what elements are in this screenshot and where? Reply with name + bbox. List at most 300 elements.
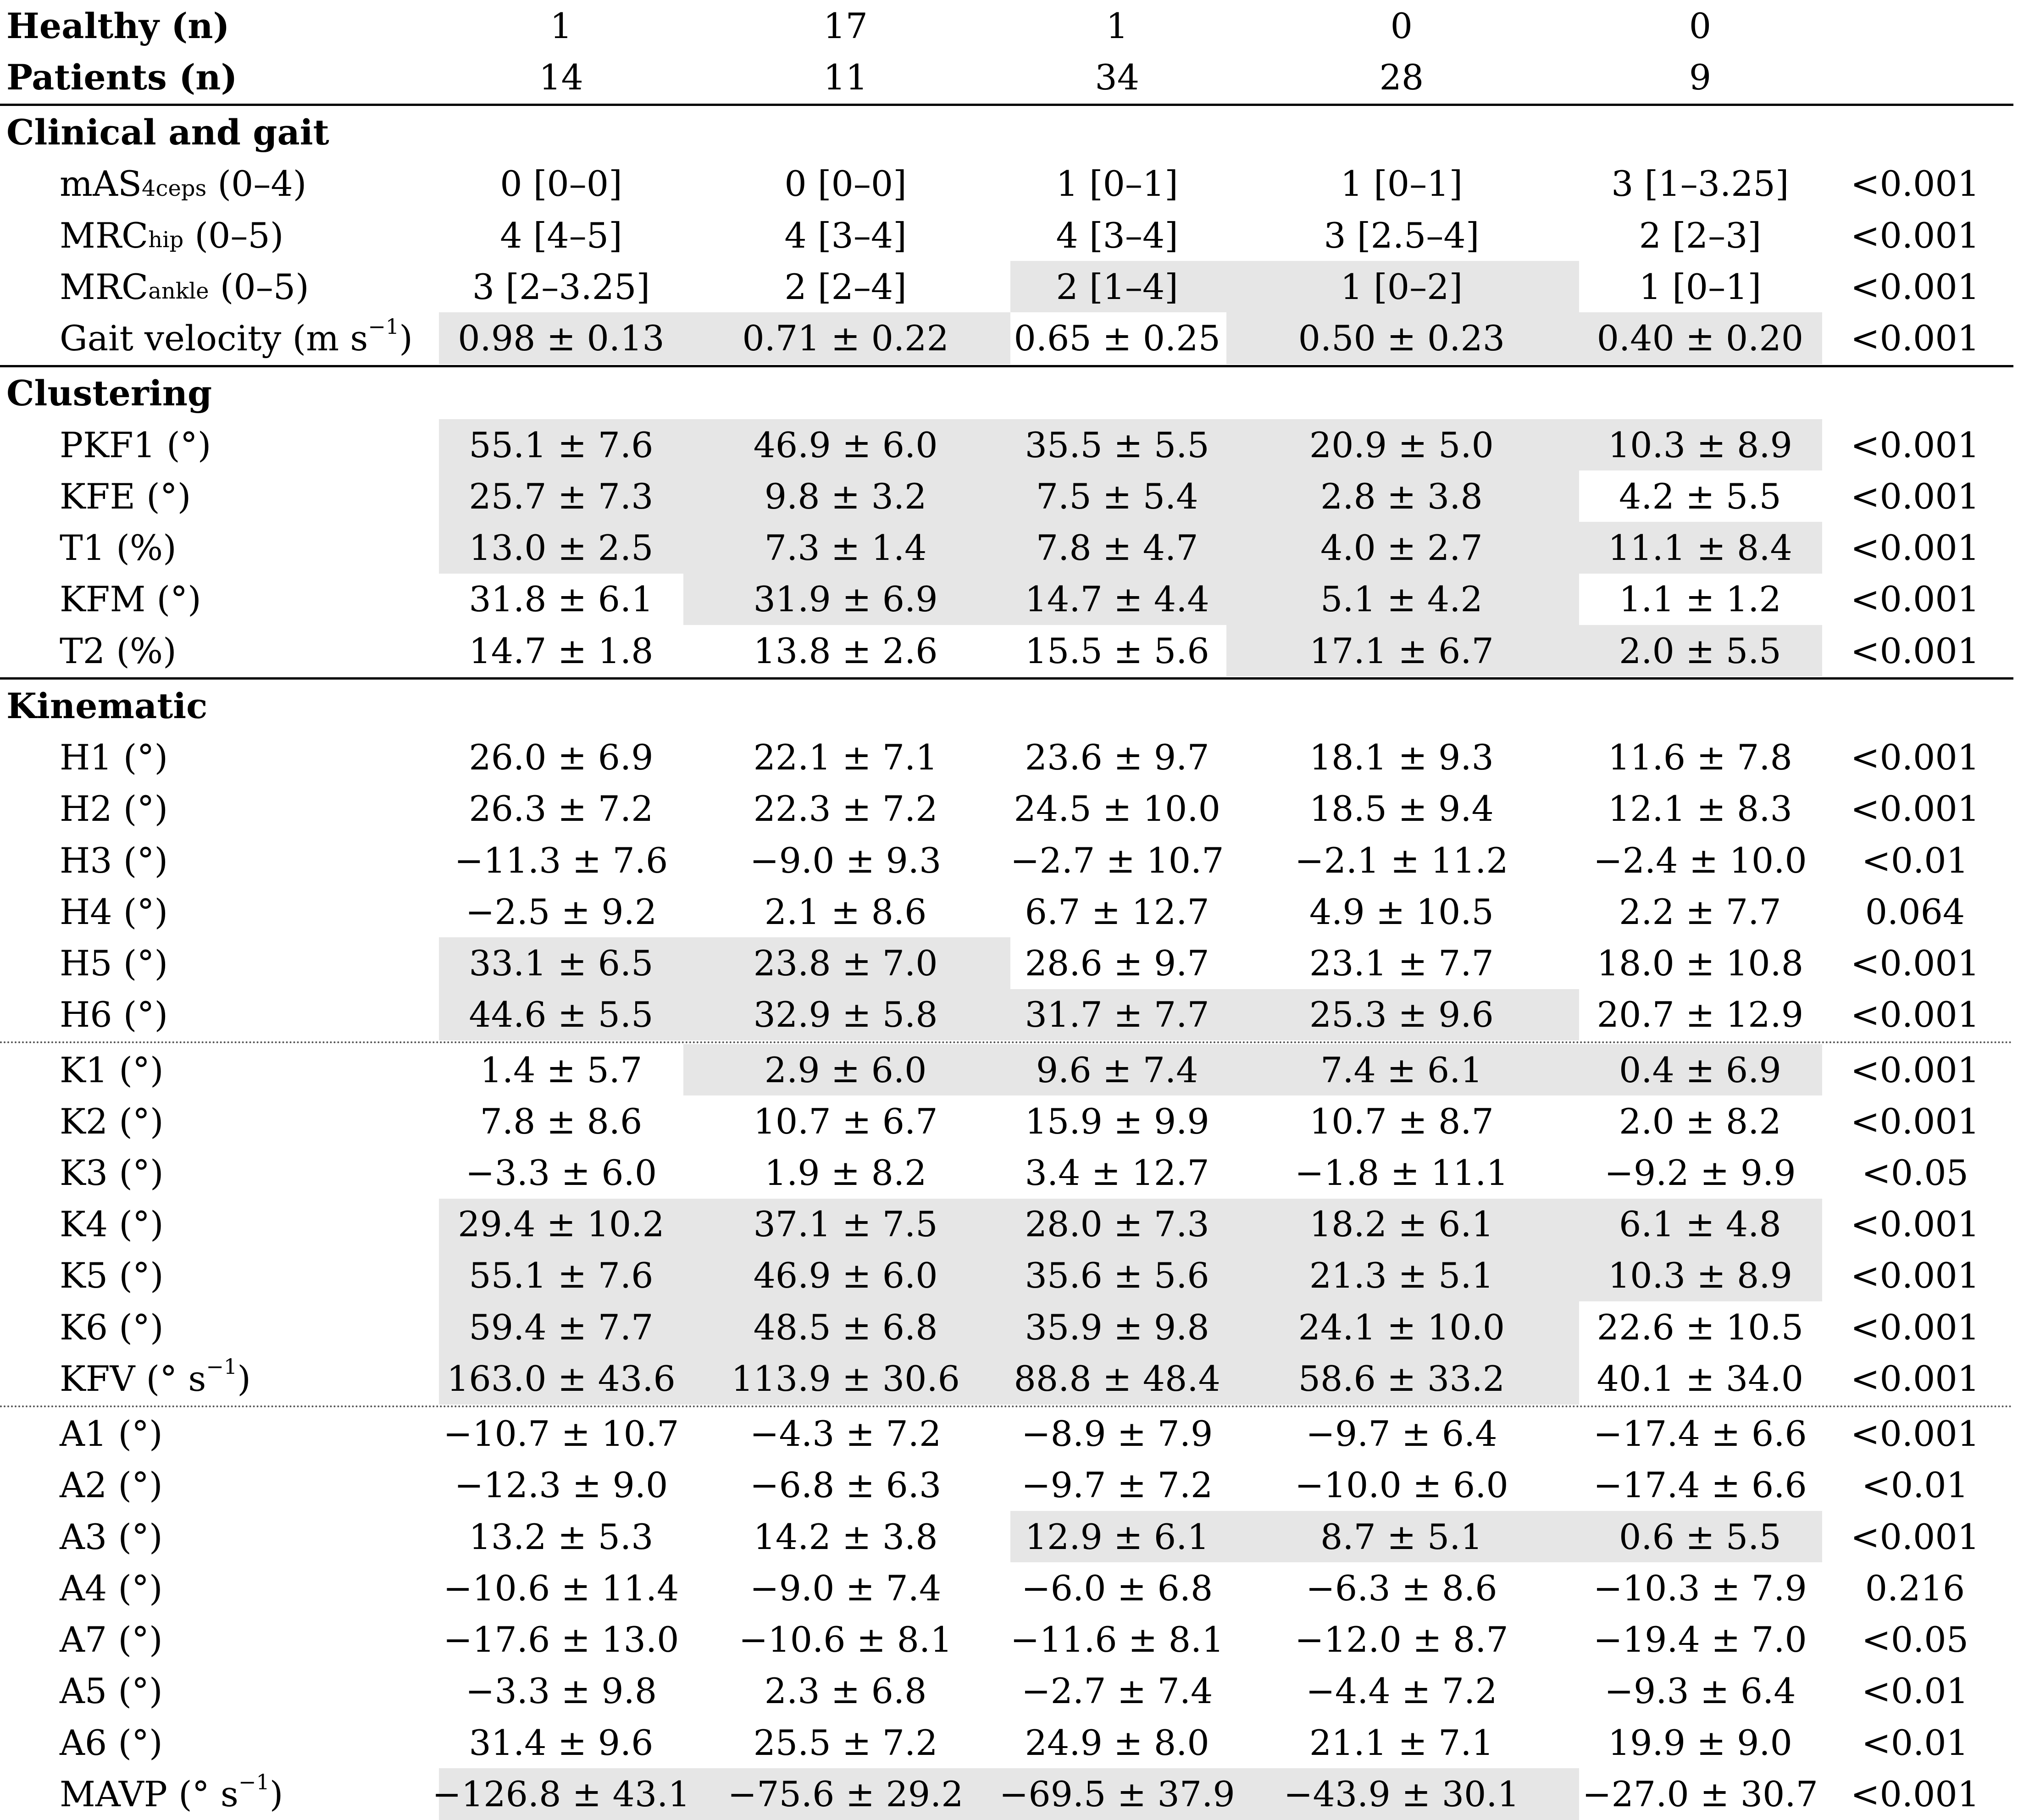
table-row <box>0 1250 2018 1301</box>
table-row <box>0 574 2018 625</box>
value-cell: 14.7 ± 4.4 <box>1025 579 1209 620</box>
section-title: Clinical and gait <box>6 112 329 153</box>
section-rule <box>0 365 2013 367</box>
value-cell: 48.5 ± 6.8 <box>753 1306 938 1348</box>
value-cell: 44.6 ± 5.5 <box>469 994 654 1035</box>
p-value: <0.001 <box>1850 163 1980 205</box>
value-cell: 113.9 ± 30.6 <box>731 1358 960 1399</box>
row-label-main: Gait velocity (m s <box>60 318 368 359</box>
value-cell: 11.1 ± 8.4 <box>1608 527 1792 569</box>
row-label-suffix: ) <box>269 1773 283 1814</box>
value-cell: −17.6 ± 13.0 <box>443 1619 679 1660</box>
value-cell: −11.6 ± 8.1 <box>1010 1619 1224 1660</box>
p-value: 0.216 <box>1865 1567 1965 1609</box>
table-row <box>0 158 2018 210</box>
value-cell: −2.7 ± 7.4 <box>1021 1671 1213 1712</box>
value-cell: −3.3 ± 9.8 <box>465 1671 657 1712</box>
value-cell: 6.7 ± 12.7 <box>1025 891 1209 932</box>
value-cell: 31.9 ± 6.9 <box>753 579 938 620</box>
p-value: <0.001 <box>1850 1101 1980 1142</box>
p-value: <0.001 <box>1850 215 1980 256</box>
section-header <box>0 368 2018 419</box>
value-cell: −27.0 ± 30.7 <box>1582 1773 1818 1814</box>
value-cell: 20.9 ± 5.0 <box>1309 424 1494 465</box>
value-cell: 55.1 ± 7.6 <box>469 424 654 465</box>
p-value: <0.001 <box>1850 1358 1980 1399</box>
table-row <box>0 210 2018 261</box>
row-label-main: H6 (°) <box>60 994 168 1035</box>
table-row <box>0 1044 2018 1095</box>
row-label-subscript: 4ceps <box>142 175 207 201</box>
value-cell: 2 [2–4] <box>784 266 907 307</box>
value-cell: 18.0 ± 10.8 <box>1597 943 1804 984</box>
p-value: <0.05 <box>1862 1619 1968 1660</box>
value-cell: 24.1 ± 10.0 <box>1298 1306 1505 1348</box>
value-cell: 163.0 ± 43.6 <box>447 1358 676 1399</box>
row-label <box>0 261 438 312</box>
row-label-suffix: (0–5) <box>183 215 284 256</box>
p-value: <0.001 <box>1850 1204 1980 1245</box>
value-cell: −2.1 ± 11.2 <box>1294 840 1508 881</box>
row-label <box>0 574 438 625</box>
value-cell: 1.1 ± 1.2 <box>1619 579 1781 620</box>
value-cell: −6.3 ± 8.6 <box>1306 1567 1497 1609</box>
value-cell: 18.5 ± 9.4 <box>1309 788 1494 830</box>
value-cell: 18.1 ± 9.3 <box>1309 737 1494 778</box>
value-cell: −19.4 ± 7.0 <box>1593 1619 1807 1660</box>
value-cell: 22.1 ± 7.1 <box>753 737 938 778</box>
row-label-suffix: ) <box>237 1358 251 1399</box>
value-cell: −9.7 ± 7.2 <box>1021 1465 1213 1506</box>
value-cell: 20.7 ± 12.9 <box>1597 994 1804 1035</box>
value-cell: 1.9 ± 8.2 <box>764 1152 927 1193</box>
value-cell: 7.8 ± 4.7 <box>1036 527 1198 569</box>
value-cell: 7.4 ± 6.1 <box>1320 1049 1483 1090</box>
table-row <box>0 261 2018 312</box>
row-label-main: KFM (°) <box>60 579 201 620</box>
row-label <box>0 1353 438 1404</box>
value-cell: −4.3 ± 7.2 <box>749 1413 942 1455</box>
row-label <box>0 783 438 835</box>
value-cell: −9.2 ± 9.9 <box>1604 1152 1796 1193</box>
p-value: <0.001 <box>1850 476 1980 517</box>
row-label-main: A4 (°) <box>60 1567 163 1609</box>
row-label <box>0 1511 438 1562</box>
value-cell: 4 [3–4] <box>1056 215 1178 256</box>
p-value: <0.001 <box>1850 579 1980 620</box>
row-label-suffix: ) <box>399 318 413 359</box>
value-cell: 31.7 ± 7.7 <box>1025 994 1209 1035</box>
value-cell: −10.6 ± 8.1 <box>738 1619 953 1660</box>
row-label <box>0 1717 438 1768</box>
row-label <box>0 937 438 989</box>
row-label-main: K6 (°) <box>60 1306 164 1348</box>
value-cell: −6.8 ± 6.3 <box>749 1465 942 1506</box>
section-rule <box>0 677 2013 680</box>
row-label <box>0 731 438 783</box>
value-cell: 3 [2–3.25] <box>472 266 650 307</box>
row-label-main: K5 (°) <box>60 1255 164 1296</box>
value-cell: 2.0 ± 5.5 <box>1619 630 1781 671</box>
row-label-main: K4 (°) <box>60 1204 164 1245</box>
row-label <box>0 1250 438 1301</box>
row-label <box>0 470 438 522</box>
value-cell: 7.8 ± 8.6 <box>480 1101 643 1142</box>
value-cell: 3.4 ± 12.7 <box>1025 1152 1209 1193</box>
p-value: <0.001 <box>1850 527 1980 569</box>
p-value: <0.01 <box>1862 840 1968 881</box>
value-cell: 0.4 ± 6.9 <box>1619 1049 1781 1090</box>
value-cell: −9.0 ± 7.4 <box>749 1567 942 1609</box>
value-cell: −17.4 ± 6.6 <box>1593 1413 1807 1455</box>
p-value: <0.001 <box>1850 1306 1980 1348</box>
value-cell: 59.4 ± 7.7 <box>469 1306 654 1348</box>
value-cell: 0 [0–0] <box>784 163 907 205</box>
value-cell: 29.4 ± 10.2 <box>458 1204 665 1245</box>
row-label-main: mAS <box>60 163 142 205</box>
value-cell: 10.3 ± 8.9 <box>1608 424 1792 465</box>
value-cell: 15.5 ± 5.6 <box>1025 630 1209 671</box>
value-cell: 7.5 ± 5.4 <box>1036 476 1198 517</box>
value-cell: 4.2 ± 5.5 <box>1619 476 1781 517</box>
value-cell: 31.8 ± 6.1 <box>469 579 654 620</box>
table-row <box>0 1353 2018 1404</box>
header-count: 1 <box>1106 5 1128 46</box>
row-label-main: KFE (°) <box>60 476 191 517</box>
row-label-main: A7 (°) <box>60 1619 163 1660</box>
value-cell: 46.9 ± 6.0 <box>753 1255 938 1296</box>
value-cell: 12.9 ± 6.1 <box>1025 1516 1209 1557</box>
table-row <box>0 1768 2018 1820</box>
row-label-main: T1 (%) <box>60 527 177 569</box>
row-label-main: H3 (°) <box>60 840 168 881</box>
value-cell: −2.4 ± 10.0 <box>1593 840 1807 881</box>
value-cell: −6.0 ± 6.8 <box>1021 1567 1213 1609</box>
value-cell: −9.3 ± 6.4 <box>1604 1671 1796 1712</box>
value-cell: 24.5 ± 10.0 <box>1014 788 1220 830</box>
row-label <box>0 1768 438 1820</box>
row-label <box>0 625 438 676</box>
value-cell: 25.3 ± 9.6 <box>1309 994 1494 1035</box>
value-cell: 32.9 ± 5.8 <box>753 994 938 1035</box>
section-rule <box>0 104 2013 106</box>
value-cell: 10.7 ± 6.7 <box>753 1101 938 1142</box>
value-cell: 35.9 ± 9.8 <box>1025 1306 1209 1348</box>
table-row <box>0 731 2018 783</box>
value-cell: 58.6 ± 33.2 <box>1298 1358 1505 1399</box>
p-value: <0.001 <box>1850 943 1980 984</box>
row-label-superscript: −1 <box>206 1354 238 1379</box>
value-cell: 2 [2–3] <box>1639 215 1762 256</box>
value-cell: 55.1 ± 7.6 <box>469 1255 654 1296</box>
row-label <box>0 1562 438 1614</box>
value-cell: −69.5 ± 37.9 <box>999 1773 1235 1814</box>
p-value: <0.05 <box>1862 1152 1968 1193</box>
value-cell: 0.71 ± 0.22 <box>742 318 949 359</box>
value-cell: −11.3 ± 7.6 <box>454 840 668 881</box>
table-row <box>0 312 2018 364</box>
value-cell: 9.8 ± 3.2 <box>764 476 927 517</box>
p-value: <0.001 <box>1850 630 1980 671</box>
table-row <box>0 1511 2018 1562</box>
value-cell: 40.1 ± 34.0 <box>1597 1358 1804 1399</box>
value-cell: 9.6 ± 7.4 <box>1036 1049 1198 1090</box>
value-cell: 14.2 ± 3.8 <box>753 1516 938 1557</box>
section-header <box>0 106 2018 158</box>
row-label-main: K3 (°) <box>60 1152 164 1193</box>
row-label-suffix: (0–5) <box>209 266 309 307</box>
value-cell: 37.1 ± 7.5 <box>753 1204 938 1245</box>
value-cell: 11.6 ± 7.8 <box>1608 737 1792 778</box>
table-row <box>0 419 2018 470</box>
value-cell: −2.7 ± 10.7 <box>1010 840 1224 881</box>
table-row <box>0 783 2018 835</box>
row-label-superscript: −1 <box>368 314 399 339</box>
value-cell: −4.4 ± 7.2 <box>1306 1671 1497 1712</box>
value-cell: 2.3 ± 6.8 <box>764 1671 927 1712</box>
value-cell: 46.9 ± 6.0 <box>753 424 938 465</box>
p-value: <0.001 <box>1850 994 1980 1035</box>
row-label <box>0 210 438 261</box>
value-cell: 0.98 ± 0.13 <box>458 318 665 359</box>
p-value: <0.001 <box>1850 318 1980 359</box>
row-label <box>0 1147 438 1198</box>
value-cell: 2.1 ± 8.6 <box>764 891 927 932</box>
row-label <box>0 1460 438 1511</box>
row-label <box>0 419 438 470</box>
value-cell: 3 [1–3.25] <box>1611 163 1789 205</box>
row-label-main: A3 (°) <box>60 1516 163 1557</box>
value-cell: 2.2 ± 7.7 <box>1619 891 1781 932</box>
value-cell: −3.3 ± 6.0 <box>465 1152 657 1193</box>
header-label: Patients (n) <box>6 56 238 98</box>
row-label <box>0 1665 438 1717</box>
table-row <box>0 1147 2018 1198</box>
row-label <box>0 886 438 937</box>
row-label-main: PKF1 (°) <box>60 424 211 465</box>
row-label-main: H5 (°) <box>60 943 168 984</box>
value-cell: 33.1 ± 6.5 <box>469 943 654 984</box>
value-cell: 0.65 ± 0.25 <box>1014 318 1220 359</box>
table-row <box>0 1614 2018 1665</box>
value-cell: 31.4 ± 9.6 <box>469 1722 654 1763</box>
value-cell: 4 [4–5] <box>500 215 622 256</box>
table-row <box>0 625 2018 676</box>
row-label-main: K2 (°) <box>60 1101 164 1142</box>
value-cell: 35.6 ± 5.6 <box>1025 1255 1209 1296</box>
header-count: 1 <box>550 5 572 46</box>
value-cell: 2 [1–4] <box>1056 266 1178 307</box>
row-label-main: A1 (°) <box>60 1413 163 1455</box>
row-label-subscript: hip <box>148 227 184 253</box>
p-value: <0.01 <box>1862 1671 1968 1712</box>
table-row <box>0 989 2018 1040</box>
value-cell: −12.3 ± 9.0 <box>454 1465 668 1506</box>
value-cell: −2.5 ± 9.2 <box>465 891 657 932</box>
value-cell: 23.1 ± 7.7 <box>1309 943 1494 984</box>
value-cell: 88.8 ± 48.4 <box>1014 1358 1220 1399</box>
value-cell: −75.6 ± 29.2 <box>727 1773 964 1814</box>
value-cell: 13.2 ± 5.3 <box>469 1516 654 1557</box>
value-cell: −10.0 ± 6.0 <box>1294 1465 1508 1506</box>
value-cell: 0.50 ± 0.23 <box>1298 318 1505 359</box>
value-cell: 2.0 ± 8.2 <box>1619 1101 1781 1142</box>
value-cell: 2.9 ± 6.0 <box>764 1049 927 1090</box>
value-cell: 1.4 ± 5.7 <box>480 1049 643 1090</box>
value-cell: 22.3 ± 7.2 <box>753 788 938 830</box>
table-row <box>0 1199 2018 1250</box>
value-cell: −126.8 ± 43.1 <box>432 1773 690 1814</box>
row-label <box>0 1301 438 1353</box>
value-cell: 1 [0–1] <box>1056 163 1178 205</box>
group-divider <box>0 1405 2013 1407</box>
value-cell: 26.3 ± 7.2 <box>469 788 654 830</box>
value-cell: 5.1 ± 4.2 <box>1320 579 1483 620</box>
row-label-suffix: (0–4) <box>206 163 307 205</box>
p-value: <0.001 <box>1850 1413 1980 1455</box>
table-row <box>0 1301 2018 1353</box>
table-row <box>0 1717 2018 1768</box>
table-row <box>0 835 2018 886</box>
value-cell: 0.6 ± 5.5 <box>1619 1516 1781 1557</box>
value-cell: 25.5 ± 7.2 <box>753 1722 938 1763</box>
header-count: 17 <box>823 5 868 46</box>
value-cell: 28.6 ± 9.7 <box>1025 943 1209 984</box>
value-cell: 7.3 ± 1.4 <box>764 527 927 569</box>
value-cell: 26.0 ± 6.9 <box>469 737 654 778</box>
p-value: <0.001 <box>1850 424 1980 465</box>
table-row <box>0 1408 2018 1460</box>
row-label <box>0 1408 438 1460</box>
row-label <box>0 1199 438 1250</box>
value-cell: 6.1 ± 4.8 <box>1619 1204 1781 1245</box>
value-cell: 25.7 ± 7.3 <box>469 476 654 517</box>
p-value: <0.001 <box>1850 737 1980 778</box>
row-label <box>0 522 438 573</box>
value-cell: 15.9 ± 9.9 <box>1025 1101 1209 1142</box>
row-label-main: H1 (°) <box>60 737 168 778</box>
p-value: <0.001 <box>1850 266 1980 307</box>
section-title: Clustering <box>6 373 212 414</box>
table-row <box>0 522 2018 573</box>
value-cell: 4.9 ± 10.5 <box>1309 891 1494 932</box>
row-label-main: K1 (°) <box>60 1049 164 1090</box>
row-label-main: MRC <box>60 215 149 256</box>
row-label <box>0 312 438 364</box>
value-cell: 1 [0–1] <box>1340 163 1463 205</box>
row-label-main: MAVP (° s <box>60 1773 238 1814</box>
p-value: <0.01 <box>1862 1465 1968 1506</box>
row-label-main: A2 (°) <box>60 1465 163 1506</box>
value-cell: 1 [0–1] <box>1639 266 1762 307</box>
row-label <box>0 989 438 1040</box>
value-cell: 8.7 ± 5.1 <box>1320 1516 1483 1557</box>
table-row <box>0 937 2018 989</box>
value-cell: −43.9 ± 30.1 <box>1283 1773 1519 1814</box>
value-cell: 0.40 ± 0.20 <box>1597 318 1804 359</box>
value-cell: 24.9 ± 8.0 <box>1025 1722 1209 1763</box>
value-cell: −12.0 ± 8.7 <box>1294 1619 1508 1660</box>
value-cell: −9.0 ± 9.3 <box>749 840 942 881</box>
header-count: 14 <box>539 56 583 98</box>
value-cell: 4.0 ± 2.7 <box>1320 527 1483 569</box>
value-cell: 10.7 ± 8.7 <box>1309 1101 1494 1142</box>
value-cell: 13.0 ± 2.5 <box>469 527 654 569</box>
value-cell: 19.9 ± 9.0 <box>1608 1722 1792 1763</box>
value-cell: 23.6 ± 9.7 <box>1025 737 1209 778</box>
value-cell: −10.3 ± 7.9 <box>1593 1567 1807 1609</box>
row-label <box>0 158 438 210</box>
table-row <box>0 1460 2018 1511</box>
row-label-main: T2 (%) <box>60 630 177 671</box>
header-row <box>0 0 2018 51</box>
value-cell: 0 [0–0] <box>500 163 622 205</box>
value-cell: 2.8 ± 3.8 <box>1320 476 1483 517</box>
value-cell: 3 [2.5–4] <box>1324 215 1480 256</box>
group-divider <box>0 1041 2013 1043</box>
section-header <box>0 680 2018 731</box>
table-row <box>0 886 2018 937</box>
value-cell: 1 [0–2] <box>1340 266 1463 307</box>
table-row <box>0 1665 2018 1717</box>
value-cell: 4 [3–4] <box>784 215 907 256</box>
value-cell: 12.1 ± 8.3 <box>1608 788 1792 830</box>
header-label: Healthy (n) <box>6 5 230 46</box>
row-label <box>0 835 438 886</box>
row-label <box>0 1095 438 1147</box>
header-count: 9 <box>1689 56 1712 98</box>
p-value: 0.064 <box>1865 891 1965 932</box>
header-count: 28 <box>1379 56 1424 98</box>
header-count: 11 <box>823 56 868 98</box>
value-cell: 10.3 ± 8.9 <box>1608 1255 1792 1296</box>
value-cell: −10.6 ± 11.4 <box>443 1567 679 1609</box>
value-cell: 18.2 ± 6.1 <box>1309 1204 1494 1245</box>
p-value: <0.001 <box>1850 1516 1980 1557</box>
row-label-subscript: ankle <box>148 278 209 304</box>
row-label-main: H2 (°) <box>60 788 168 830</box>
header-count: 0 <box>1390 5 1413 46</box>
value-cell: 28.0 ± 7.3 <box>1025 1204 1209 1245</box>
table-row <box>0 1095 2018 1147</box>
p-value: <0.001 <box>1850 1255 1980 1296</box>
header-count: 0 <box>1689 5 1712 46</box>
value-cell: 22.6 ± 10.5 <box>1597 1306 1804 1348</box>
row-label <box>0 1614 438 1665</box>
header-count: 34 <box>1095 56 1140 98</box>
section-title: Kinematic <box>6 685 208 726</box>
value-cell: 21.3 ± 5.1 <box>1309 1255 1494 1296</box>
value-cell: −8.9 ± 7.9 <box>1021 1413 1213 1455</box>
row-label <box>0 1044 438 1095</box>
table-row <box>0 1562 2018 1614</box>
value-cell: −1.8 ± 11.1 <box>1294 1152 1508 1193</box>
value-cell: −9.7 ± 6.4 <box>1306 1413 1497 1455</box>
row-label-main: A6 (°) <box>60 1722 163 1763</box>
table-row <box>0 470 2018 522</box>
p-value: <0.001 <box>1850 1049 1980 1090</box>
value-cell: 23.8 ± 7.0 <box>753 943 938 984</box>
value-cell: −10.7 ± 10.7 <box>443 1413 679 1455</box>
header-row <box>0 51 2018 103</box>
p-value: <0.001 <box>1850 1773 1980 1814</box>
row-label-main: MRC <box>60 266 149 307</box>
value-cell: 35.5 ± 5.5 <box>1025 424 1209 465</box>
row-label-main: A5 (°) <box>60 1671 163 1712</box>
value-cell: 14.7 ± 1.8 <box>469 630 654 671</box>
row-label-main: H4 (°) <box>60 891 168 932</box>
value-cell: 21.1 ± 7.1 <box>1309 1722 1494 1763</box>
